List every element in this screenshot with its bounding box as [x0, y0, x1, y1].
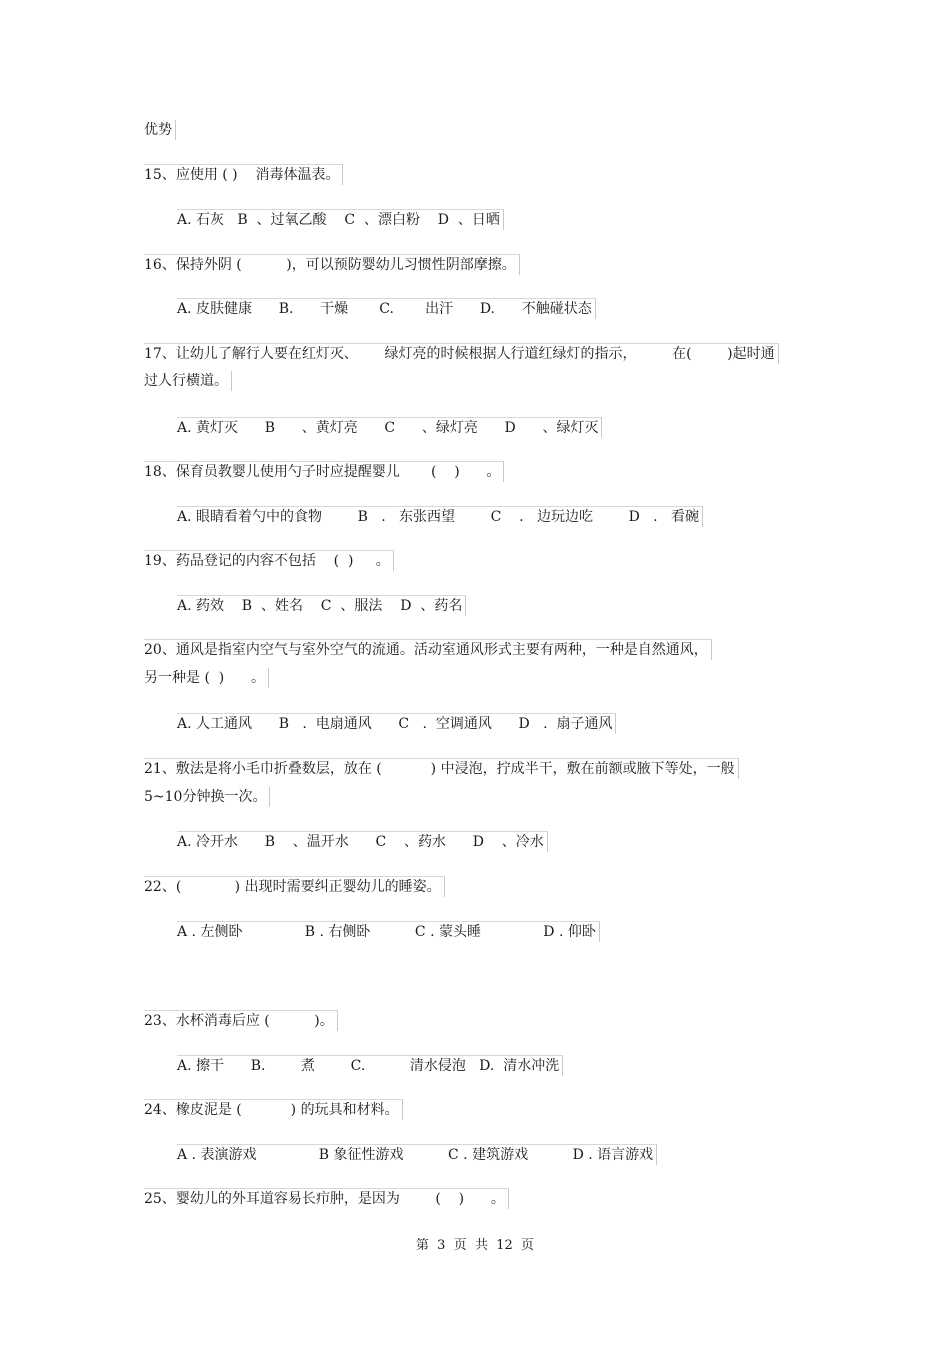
options-18: A. 眼睛看着勺中的食物 B . 东张西望 C . 边玩边吃 D . 看碗 — [177, 506, 703, 527]
question-22: 22、( ) 出现时需要纠正婴幼儿的睡姿。 — [144, 876, 445, 897]
question-18: 18、保育员教婴儿使用勺子时应提醒婴儿 ( ) 。 — [144, 461, 504, 482]
options-15: A. 石灰 B 、过氧乙酸 C 、漂白粉 D 、日晒 — [177, 209, 504, 230]
options-19: A. 药效 B 、姓名 C 、服法 D 、药名 — [177, 595, 466, 616]
options-23: A. 擦干 B. 煮 C. 清水侵泡 D. 清水冲洗 — [177, 1055, 563, 1076]
page-footer: 第 3 页 共 12 页 — [415, 1238, 535, 1253]
options-17: A. 黄灯灭 B 、黄灯亮 C 、绿灯亮 D 、绿灯灭 — [177, 417, 602, 438]
options-21: A. 冷开水 B 、温开水 C 、药水 D 、冷水 — [177, 831, 548, 852]
text-line: 优势 — [144, 120, 176, 140]
question-16: 16、保持外阴 ( )，可以预防婴幼儿习惯性阴部摩擦。 — [144, 254, 520, 275]
question-17: 17、让幼儿了解行人要在红灯灭、 绿灯亮的时候根据人行道红绿灯的指示， 在( )起时通 — [144, 343, 779, 364]
question-25: 25、婴幼儿的外耳道容易长疖肿，是因为 ( ) 。 — [144, 1188, 509, 1209]
question-19: 19、药品登记的内容不包括 ( ) 。 — [144, 550, 394, 571]
question-24: 24、橡皮泥是 ( ) 的玩具和材料。 — [144, 1099, 403, 1120]
question-23: 23、水杯消毒后应 ( )。 — [144, 1010, 338, 1031]
options-24: A . 表演游戏 B 象征性游戏 C . 建筑游戏 D . 语言游戏 — [177, 1144, 657, 1165]
options-16: A. 皮肤健康 B. 干燥 C. 出汗 D. 不触碰状态 — [177, 298, 596, 319]
question-20-cont: 另一种是 ( ) 。 — [144, 668, 269, 688]
options-22: A . 左侧卧 B . 右侧卧 C . 蒙头睡 D . 仰卧 — [177, 921, 600, 942]
question-17-cont: 过人行横道。 — [144, 371, 232, 391]
question-15: 15、应使用 ( ) 消毒体温表。 — [144, 164, 343, 185]
options-20: A. 人工通风 B . 电扇通风 C . 空调通风 D . 扇子通风 — [177, 713, 616, 734]
question-20: 20、通风是指室内空气与室外空气的流通。活动室通风形式主要有两种，一种是自然通风， — [144, 639, 712, 660]
question-21-cont: 5~10分钟换一次。 — [144, 787, 270, 807]
question-21: 21、敷法是将小毛巾折叠数层，放在 ( ) 中浸泡，拧成半干，敷在前额或腋下等处，一般 — [144, 758, 739, 779]
